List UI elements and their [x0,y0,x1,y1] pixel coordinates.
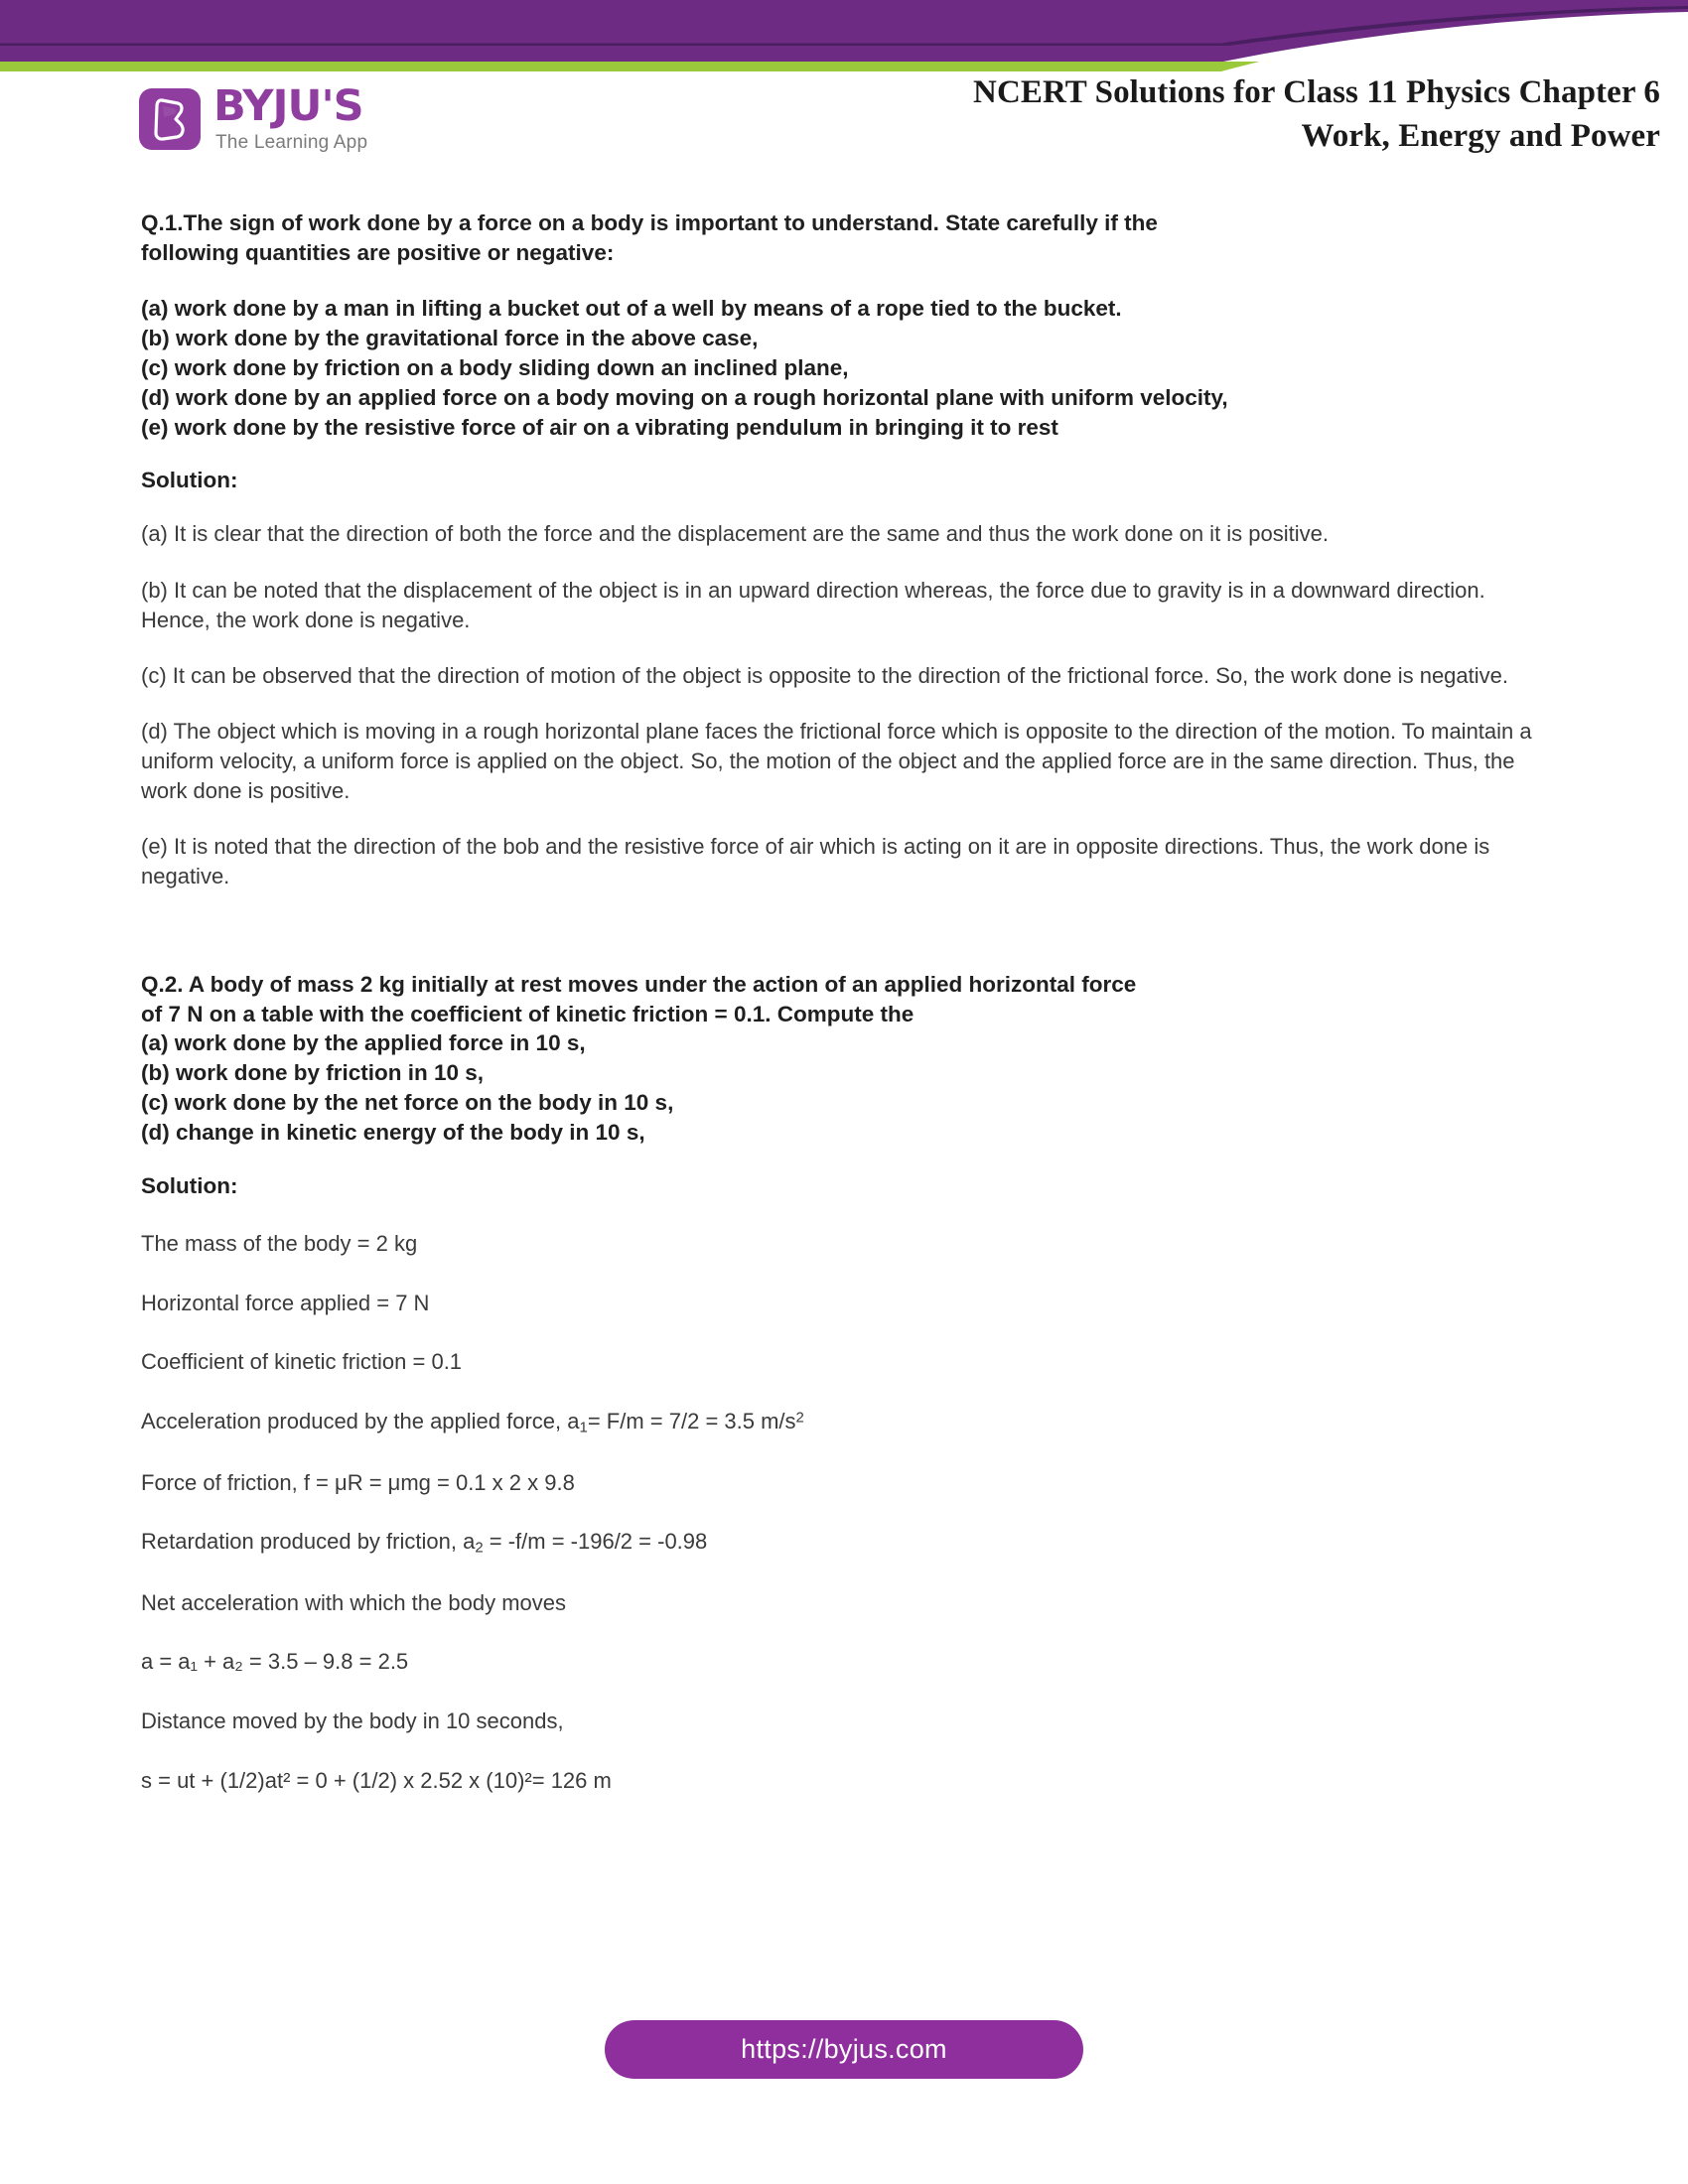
question-2-stem-line1: Q.2. A body of mass 2 kg initially at rest moves under the action of an applied horizontal force [141,971,1137,997]
question-1-stem-line1: Q.1.The sign of work done by a force on a body is important to understand. State carefully if the [141,210,1158,235]
purple-band-solid [0,0,1688,44]
question-2-item-c: (c) work done by the net force on the body in 10 s, [141,1090,674,1116]
page-header [0,71,1688,181]
step-a1-post: = F/m = 7/2 = 3.5 m/s [587,1409,796,1434]
page-footer [0,2020,1688,2079]
question-1-solution-d: (d) The object which is moving in a rough horizontal plane faces the frictional force which is opposite to the direction of the motion. To maintain a uniform velocity, a uniform force is applied on the object. So, the motion of the object and the applied force are in the same direction. Thus, the work done is positive. [141,718,1532,804]
step-net-acceleration-label: Net acceleration with which the body moves [141,1589,566,1615]
step-mass: The mass of the body = 2 kg [141,1231,418,1257]
document-content [141,208,1541,1796]
step-a1-sup: 2 [795,1409,804,1427]
question-2-item-b: (b) work done by friction in 10 s, [141,1060,485,1086]
step-a2-post: = -f/m = -196/2 = -0.98 [483,1529,708,1555]
question-1-solution-c: (c) It can be observed that the direction of motion of the object is opposite to the direction of the frictional force. So, the work done is negative. [141,662,1508,688]
byjus-logo [139,81,368,153]
page-title-line1: NCERT Solutions for Class 11 Physics Chapter 6 [973,74,1660,110]
band-taper-mask [1261,14,1688,63]
purple-curve-trim [1223,12,1688,62]
step-force-of-friction: Force of friction, f = μR = μmg = 0.1 x 2 x 9.8 [141,1469,575,1495]
step-force: Horizontal force applied = 7 N [141,1290,430,1315]
question-1-item-d: (d) work done by an applied force on a body moving on a rough horizontal plane with uniform velocity, [141,384,1228,410]
question-1-item-e: (e) work done by the resistive force of air on a vibrating pendulum in bringing it to rest [141,414,1058,440]
purple-curve-final [0,0,1688,62]
question-2-stem-line2: of 7 N on a table with the coefficient of kinetic friction = 0.1. Compute the [141,1001,914,1026]
band-separator [0,6,1688,46]
question-1-solution-e: (e) It is noted that the direction of the bob and the resistive force of air which is acting on it are in opposite directions. Thus, the work done is negative. [141,834,1490,889]
question-1-solution-label: Solution: [141,468,238,493]
question-2-item-d: (d) change in kinetic energy of the body in 10 s, [141,1120,645,1146]
section-spacer [141,892,1541,970]
step-distance-equation: s = ut + (1/2)at² = 0 + (1/2) x 2.52 x (10)²= 126 m [141,1767,612,1793]
byjus-wordmark: BYJU'S [213,81,363,131]
step-a1-pre: Acceleration produced by the applied force, a [141,1409,580,1434]
green-band [0,0,1688,71]
question-1-item-c: (c) work done by friction on a body sliding down an inclined plane, [141,354,849,380]
step-retardation-a2 [141,1527,1541,1558]
step-friction-coefficient: Coefficient of kinetic friction = 0.1 [141,1349,463,1375]
question-1-block [141,208,1541,268]
question-2-item-a: (a) work done by the applied force in 10 s, [141,1030,586,1056]
byjus-tagline: The Learning App [215,132,368,153]
question-2-solution-label: Solution: [141,1173,238,1199]
purple-band [0,0,1688,62]
purple-curve [0,0,1688,62]
step-a2-sub: 2 [475,1539,484,1557]
byjus-logo-icon [139,88,201,150]
question-1-solution-a: (a) It is clear that the direction of both the force and the displacement are the same and thus the work done on it is positive. [141,521,1330,547]
question-1-items [141,294,1541,443]
question-1-item-a: (a) work done by a man in lifting a bucket out of a well by means of a rope tied to the bucket. [141,295,1122,321]
step-acceleration-a1 [141,1407,1541,1437]
step-a1-sub: 1 [579,1419,588,1436]
page-title-line2: Work, Energy and Power [1301,117,1660,154]
step-net-acceleration-equation: a = a₁ + a₂ = 3.5 – 9.8 = 2.5 [141,1649,409,1675]
question-1-item-b: (b) work done by the gravitational force in the above case, [141,325,759,350]
step-distance-label: Distance moved by the body in 10 seconds, [141,1708,564,1734]
question-2-block [141,970,1541,1149]
question-1-stem-line2: following quantities are positive or negative: [141,239,615,265]
byjus-url-button[interactable]: https://byjus.com [605,2020,1083,2079]
band-taper-mask-2 [1221,8,1688,71]
step-a2-pre: Retardation produced by friction, a [141,1529,476,1555]
question-1-solution-b: (b) It can be noted that the displacement of the object is in an upward direction whereas, the force due to gravity is in a downward direction. Hence, the work done is negative. [141,577,1485,632]
page-title [973,71,1660,158]
purple-curve-top [1172,0,1688,44]
